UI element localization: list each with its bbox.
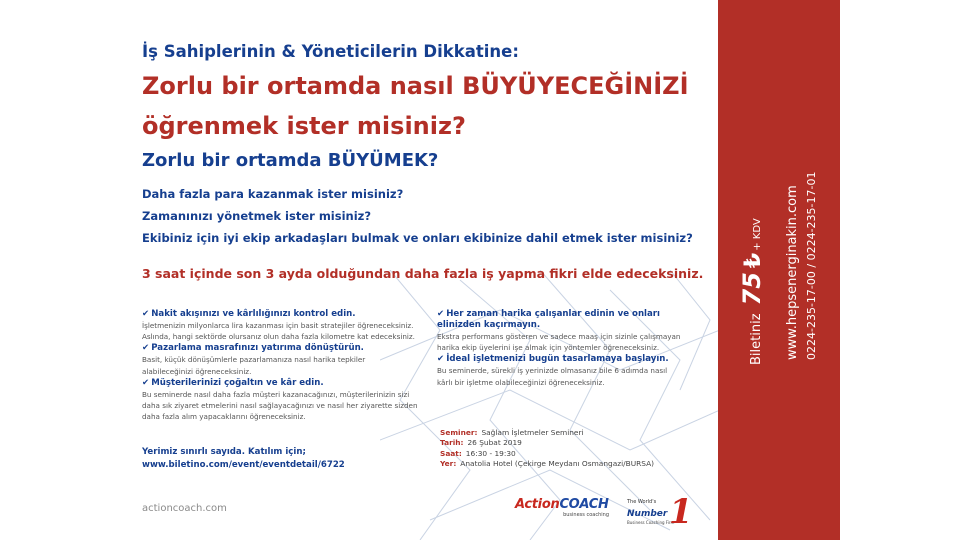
benefit-title: ✔ Müşterilerinizi çoğaltın ve kâr edin. <box>142 377 324 388</box>
question-item: Daha fazla para kazanmak ister misiniz? <box>142 187 404 201</box>
seminar-time: 16:30 - 19:30 <box>465 448 516 458</box>
seminar-details <box>440 428 654 469</box>
benefit-description: Ekstra performans gösteren ve sadece maaş için sizinle çalışmayan harika ekip üyelerini işe almak için yöntemler öğreneceksiniz. <box>437 332 681 353</box>
price-amount: 75 <box>738 272 766 306</box>
sub-headline: Zorlu bir ortamda BÜYÜMEK? <box>142 150 439 171</box>
benefit-description: İşletmenizin milyonlarca lira kazanması için basit stratejiler öğreneceksiniz. Aslında, hangi sektörde olursanız olun daha fazla kilometre kat edeceksiniz. <box>142 321 415 342</box>
benefits-right-column <box>437 309 702 389</box>
actioncoach-logo: ActionCOACH business coaching <box>515 497 609 518</box>
benefit-title: ✔ Her zaman harika çalışanlar edinin ve onları elinizden kaçırmayın. <box>437 309 660 330</box>
checkmark-icon: ✔ <box>142 343 150 354</box>
benefit-title: ✔ Pazarlama masrafınızı yatırıma dönüştürün. <box>142 343 364 354</box>
registration-link[interactable]: www.biletino.com/event/eventdetail/6722 <box>142 460 345 470</box>
checkmark-icon: ✔ <box>142 377 150 388</box>
question-item: Ekibiniz için iyi ekip arkadaşları bulmak ve onları ekibinize dahil etmek ister misiniz? <box>142 231 693 245</box>
benefit-title: ✔ Nakit akışınızı ve kârlılığınızı kontrol edin. <box>142 309 356 319</box>
cta-text: Yerimiz sınırlı sayıda. Katılım için; <box>142 447 306 457</box>
ticket-price <box>738 218 766 365</box>
benefits-left-column <box>142 309 432 423</box>
seminar-time-label: Saat: <box>440 448 462 458</box>
question-item: Zamanınızı yönetmek ister misiniz? <box>142 209 372 223</box>
sidebar-website[interactable]: www.hepsenerginakin.com <box>785 185 800 360</box>
sidebar-phones: 0224-235-17-00 / 0224-235-17-01 <box>805 171 818 360</box>
benefit-title: ✔ İdeal işletmenizi bugün tasarlamaya başlayın. <box>437 354 669 365</box>
seminar-name: Sağlam İşletmeler Semineri <box>481 428 584 437</box>
seminar-name-label: Seminer: <box>440 428 478 437</box>
checkmark-icon: ✔ <box>437 354 445 365</box>
seminar-place: Anatolia Hotel (Çekirge Meydanı Osmangazi/BURSA) <box>460 458 655 468</box>
seminar-place-label: Yer: <box>440 458 457 468</box>
benefit-description: Basit, küçük dönüşümlerle pazarlamanıza nasıl harika tepkiler alabileceğinizi öğreneceksiniz. <box>142 355 366 376</box>
registration-cta <box>142 446 345 472</box>
lira-icon: ₺ <box>741 252 766 269</box>
ticket-label: Biletiniz <box>749 313 764 365</box>
main-headline-line1: Zorlu bir ortamda nasıl BÜYÜYECEĞİNİZİ <box>142 72 689 100</box>
main-headline-line2: öğrenmek ister misiniz? <box>142 112 466 140</box>
promise-statement: 3 saat içinde son 3 ayda olduğundan daha fazla iş yapma fikri elde edeceksiniz. <box>142 266 704 281</box>
tax-note: + KDV <box>752 218 763 251</box>
price-sidebar <box>718 0 840 540</box>
number-one-logo: The World's Number Business Coaching Firm 1 <box>627 492 693 532</box>
benefit-description: Bu seminerde, sürekli iş yerinizde olmasanız bile 6 adımda nasıl kârlı bir işletme olabileceğinizi öğreneceksiniz. <box>437 366 668 387</box>
benefit-description: Bu seminerde nasıl daha fazla müşteri kazanacağınızı, müşterilerinizin sizi daha sık ziyaret etmelerini nasıl sağlayacağınızı ve nasıl her ziyarette sizden daha fazla alım yapacaklarını öğreneceksiniz. <box>142 389 418 422</box>
checkmark-icon: ✔ <box>142 309 150 319</box>
footer-website[interactable]: actioncoach.com <box>142 503 227 514</box>
checkmark-icon: ✔ <box>437 309 445 319</box>
seminar-date: 26 Şubat 2019 <box>467 438 522 448</box>
seminar-date-label: Tarih: <box>440 438 464 448</box>
audience-heading: İş Sahiplerinin & Yöneticilerin Dikkatine: <box>142 42 519 61</box>
